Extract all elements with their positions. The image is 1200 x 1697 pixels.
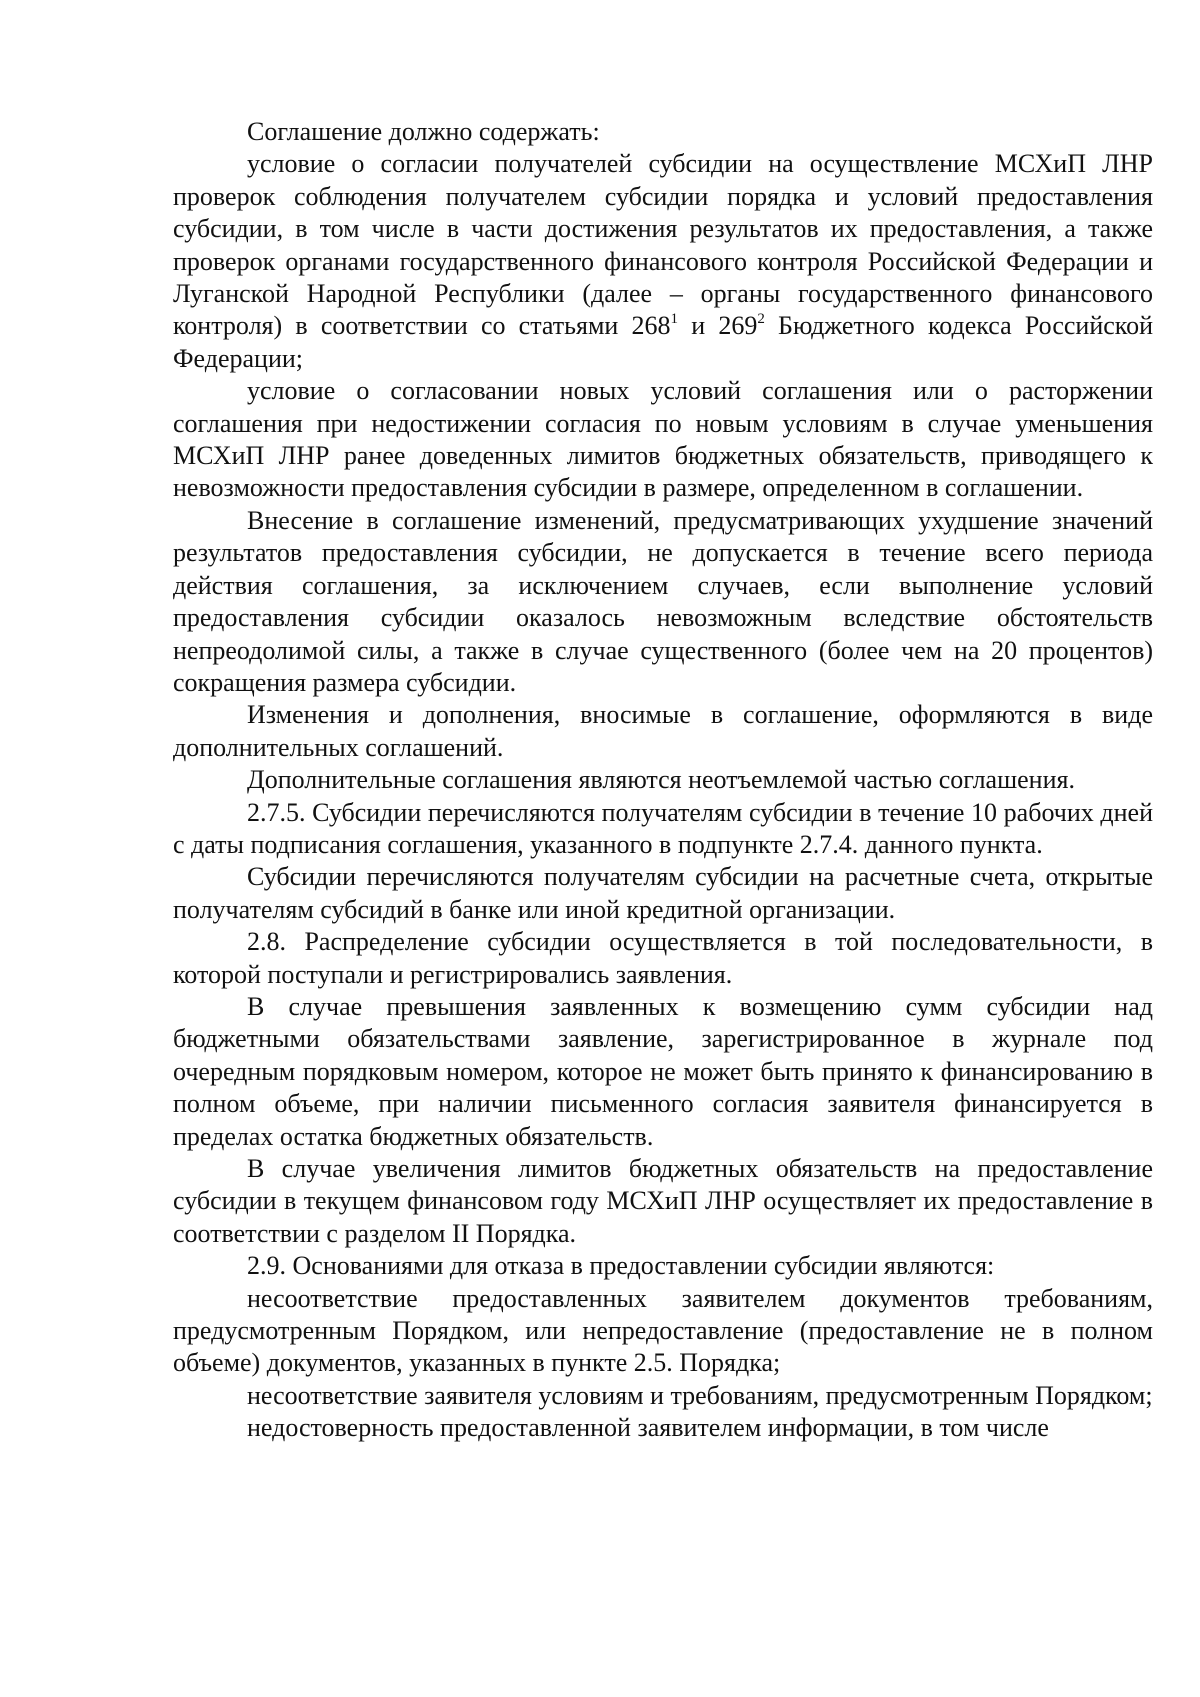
paragraph-limit-increase: В случае увеличения лимитов бюджетных обязательств на предоставление субсидии в текущем финансовом году МСХиП ЛНР осуществляет их предоставление в соответствии с разделом II Порядка. [173,1154,1153,1248]
paragraph-inspection-consent [173,148,1153,375]
paragraph-new-conditions: условие о согласовании новых условий соглашения или о расторжении соглашения при недостижении согласия по новым условиям в случае уменьшения МСХиП ЛНР ранее доведенных лимитов бюджетных обязательств, приводящего к невозможности предоставления субсидии в размере, определенном в соглашении. [173,376,1153,503]
paragraph-text: и 269 [678,311,758,341]
document-page [173,116,1153,1445]
paragraph-documents-mismatch: несоответствие предоставленных заявителем документов требованиям, предусмотренным Порядком, или непредоставление (предоставление не в полном объеме) документов, указанных в пункте 2.5. Порядка; [173,1283,1153,1378]
paragraph-excess-claims: В случае превышения заявленных к возмещению сумм субсидии над бюджетными обязательствами заявление, зарегистрированное в журнале под очередным порядковым номером, которое не может быть принято к финансированию в полном объеме, при наличии письменного согласия заявителя финансируется в пределах остатка бюджетных обязательств. [173,991,1153,1151]
superscript-1: 1 [670,310,679,327]
paragraph-agreement-intro: Соглашение должно содержать: [247,117,600,146]
paragraph-transfer-accounts: Субсидии перечисляются получателям субсидии на расчетные счета, открытые получателям субсидий в банке или иной кредитной организации. [173,862,1153,924]
paragraph-text: Бюджетного кодекса Российской Федерации; [173,311,1154,373]
paragraph-2-8: 2.8. Распределение субсидии осуществляется в той последовательности, в которой поступали и регистрировались заявления. [173,927,1153,989]
paragraph-text: условие о согласии получателей субсидии на осуществление МСХиП ЛНР проверок соблюдения получателем субсидии порядка и условий предоставления субсидии, в том числе в части достижения результатов их предоставления, а также проверок органами государственного финансового контроля Российской Федерации и Луганской Народной Республики (далее – органы государственного финансового контроля) в соответствии со статьями 268 [173,149,1153,341]
paragraph-2-9: 2.9. Основаниями для отказа в предоставлении субсидии являются: [247,1251,995,1281]
superscript-2: 2 [757,310,765,327]
paragraph-unreliable-info: недостоверность предоставленной заявителем информации, в том числе [247,1413,1049,1443]
paragraph-applicant-mismatch: несоответствие заявителя условиям и требованиям, предусмотренным Порядком; [247,1380,1153,1410]
paragraph-changes-additions: Изменения и дополнения, вносимые в соглашение, оформляются в виде дополнительных соглашений. [173,700,1153,762]
paragraph-additional-agreements: Дополнительные соглашения являются неотъемлемой частью соглашения. [247,765,1075,795]
paragraph-amendments: Внесение в соглашение изменений, предусматривающих ухудшение значений результатов предоставления субсидии, не допускается в течение всего периода действия соглашения, за исключением случаев, если выполнение условий предоставления субсидии оказалось невозможным вследствие обстоятельств непреодолимой силы, а также в случае существенного (более чем на 20 процентов) сокращения размера субсидии. [173,505,1153,697]
paragraph-2-7-5: 2.7.5. Субсидии перечисляются получателям субсидии в течение 10 рабочих дней с даты подписания соглашения, указанного в подпункте 2.7.4. данного пункта. [173,797,1153,859]
